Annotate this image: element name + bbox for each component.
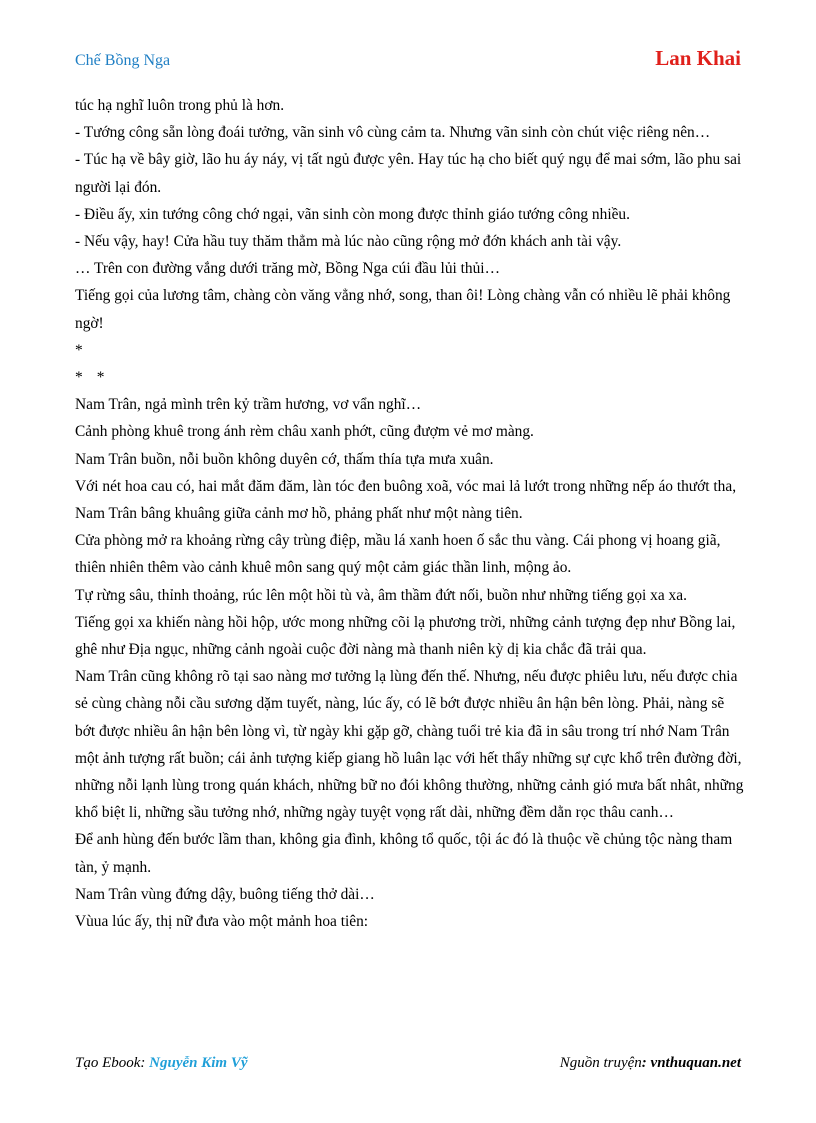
paragraph: - Tướng công sẵn lòng đoái tưởng, vãn sinh vô cùng cảm ta. Nhưng vãn sinh còn chút việc riêng nên… (75, 124, 711, 142)
paragraph: - Nếu vậy, hay! Cửa hầu tuy thăm thẳm mà lúc nào cũng rộng mở đớn khách anh tài vậy. (75, 233, 622, 251)
paragraph: Tiếng gọi xa khiến nàng hồi hộp, ước mong những cõi lạ phương trời, những cảnh tượng đẹp như Bồng lai, ghê như Địa ngục, những cảnh ngoài cuộc đời nàng mà thanh niên kỳ dị kia chắc đã trải qua. (75, 613, 736, 659)
page-body (75, 92, 745, 935)
paragraph: Nam Trân, ngả mình trên kỷ trầm hương, vơ vẩn nghĩ… (75, 396, 422, 414)
paragraph: Tiếng gọi của lương tâm, chàng còn văng vẳng nhớ, song, than ôi! Lòng chàng vẫn có nhiều lẽ phải không ngờ! (75, 287, 731, 332)
separator-star: * (75, 369, 83, 387)
source-credit-label: Nguồn truyện (559, 1055, 642, 1071)
source-credit: Nguồn truyện: vnthuquan.net (559, 1055, 741, 1071)
paragraph: Nam Trân buồn, nỗi buồn không duyên cớ, thấm thía tựa mưa xuân. (75, 450, 494, 468)
paragraph: Để anh hùng đến bước lầm than, không gia đình, không tổ quốc, tội ác đó là thuộc về chủng tộc nàng tham tàn, ỷ mạnh. (75, 831, 733, 876)
book-title: Chế Bồng Nga (75, 52, 171, 69)
ebook-credit-label: Tạo Ebook (75, 1055, 141, 1071)
source-site: vnthuquan.net (650, 1055, 741, 1071)
separator-star: * (96, 369, 105, 387)
ebook-maker-name: Nguyễn Kim Vỹ (149, 1055, 248, 1071)
page-header (75, 46, 741, 80)
paragraph: Nam Trân vùng đứng dậy, buông tiếng thở dài… (75, 885, 375, 903)
paragraph: - Túc hạ về bây giờ, lão hu áy náy, vị tất ngủ được yên. Hay túc hạ cho biết quý ngụ để mai sớm, lão phu sai người lại đón. (75, 151, 742, 196)
section-separator-line2 (75, 364, 745, 391)
paragraph: Nam Trân cũng không rõ tại sao nàng mơ tưởng lạ lùng đến thế. Nhưng, nếu được phiêu lưu, nếu được chia sẻ cùng chàng nỗi cầu sương dặm tuyết, nàng, lúc ấy, có lẽ bớt được nhiều ân hận bên lòng. Phải, nàng sẽ bớt được nhiều ân hận bên lòng vì, từ ngày khi gặp gỡ, chàng tuổi trẻ kia đã in sâu trong trí nhớ Nam Trân một ảnh tượng rất buồn; cái ảnh tượng kiếp giang hồ luân lạc với hết thẩy những sự cực khổ trên đường đời, những nỗi lạnh lùng trong quán khách, những bữ no đói không thường, những cảnh gió mưa bất nhât, những khổ biệt li, những sầu tưởng nhớ, những ngày tuyệt vọng rất dài, những đềm dằn rọc thâu canh… (75, 668, 744, 822)
paragraph: túc hạ nghĩ luôn trong phủ là hơn. (75, 97, 285, 114)
paragraph: - Điều ấy, xin tướng công chớ ngại, vãn sinh còn mong được thỉnh giáo tướng công nhiều. (75, 205, 630, 223)
paragraph: … Trên con đường vắng dưới trăng mờ, Bồng Nga cúi đầu lủi thủi… (75, 260, 500, 278)
paragraph: Cảnh phòng khuê trong ánh rèm châu xanh phớt, cũng đượm vẻ mơ màng. (75, 423, 534, 441)
paragraph: Tự rừng sâu, thỉnh thoảng, rúc lên một hồi tù và, âm thầm đứt nối, buồn như những tiếng gọi xa xa. (75, 586, 687, 604)
paragraph: Với nét hoa cau có, hai mắt đăm đăm, làn tóc đen buông xoã, vóc mai lả lướt trong những nếp áo thướt tha, Nam Trân bâng khuâng giữa cảnh mơ hồ, phảng phất như một nàng tiên. (75, 477, 737, 523)
paragraph: Vùua lúc ấy, thị nữ đưa vào một mảnh hoa tiên: (75, 913, 369, 931)
author-name: Lan Khai (655, 46, 741, 70)
ebook-credit: Tạo Ebook: Nguyễn Kim Vỹ (75, 1055, 248, 1071)
paragraph: Cửa phòng mở ra khoảng rừng cây trùng điệp, mầu lá xanh hoen ố sắc thu vàng. Cái phong vị hoang giã, thiên nhiên thêm vào cảnh khuê môn sang quý một cảm giác thần linh, mộng ảo. (75, 532, 721, 577)
section-separator-line1: * (75, 341, 83, 359)
